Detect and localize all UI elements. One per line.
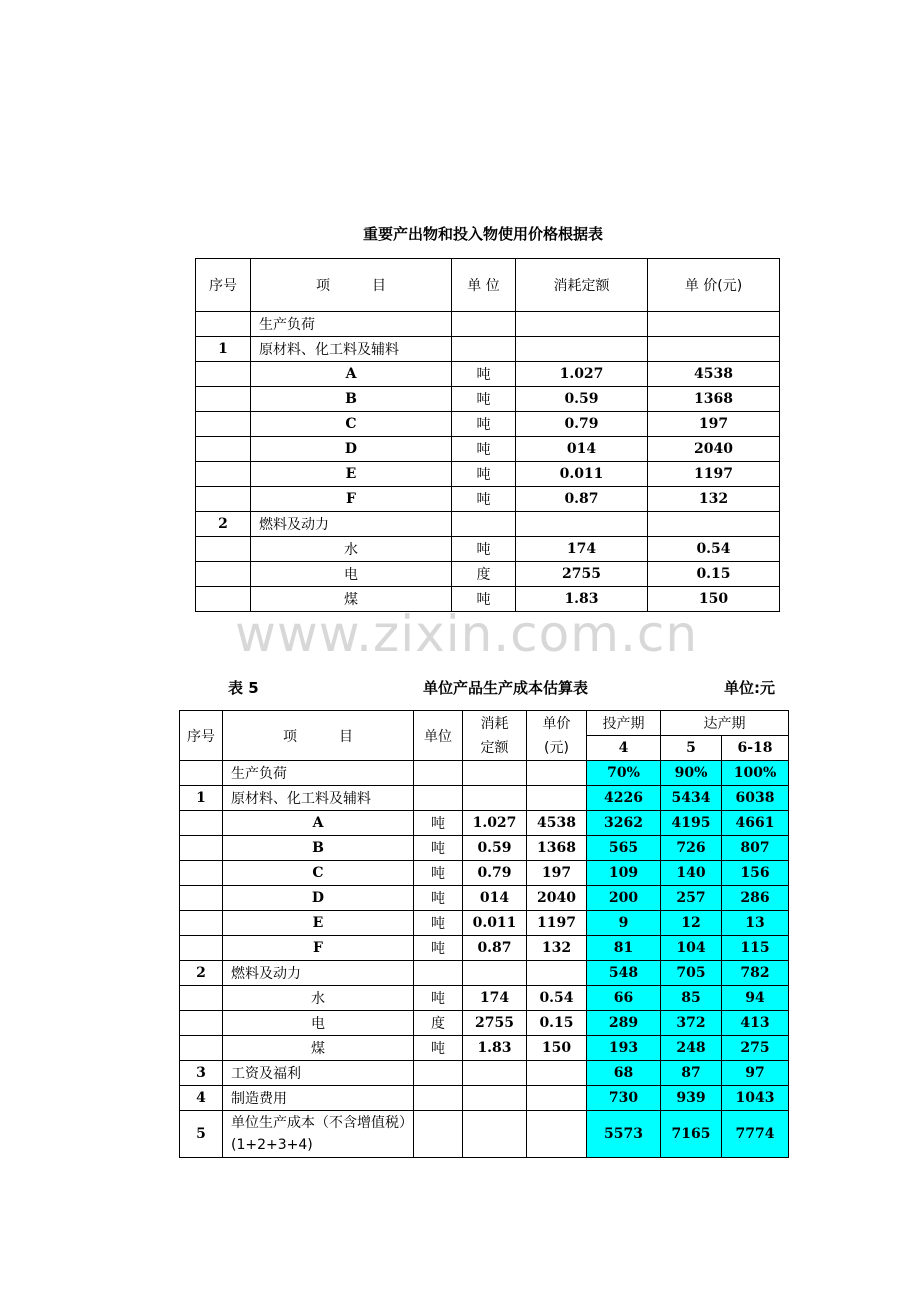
- row-no: [196, 412, 251, 437]
- row-unit: 吨: [414, 936, 463, 961]
- row-unit: 吨: [452, 537, 516, 562]
- row-quota: 1.027: [463, 811, 527, 836]
- table-row: [180, 1111, 789, 1158]
- row-year-5: 726: [661, 836, 722, 861]
- row-year-5: 4195: [661, 811, 722, 836]
- row-price: 1368: [648, 387, 780, 412]
- row-no: [180, 911, 223, 936]
- row-price: 150: [648, 587, 780, 612]
- row-year-6-18: 6038: [722, 786, 789, 811]
- table-row: [180, 886, 789, 911]
- row-year-6-18: 115: [722, 936, 789, 961]
- row-unit: [414, 961, 463, 986]
- row-price: [527, 761, 587, 786]
- row-item: 制造费用: [223, 1086, 414, 1111]
- row-unit: [414, 761, 463, 786]
- row-quota: [516, 337, 648, 362]
- header-year-6-18: 6-18: [722, 736, 789, 761]
- row-quota: [463, 1111, 527, 1158]
- row-year-4: 70%: [587, 761, 661, 786]
- header-year-4: 4: [587, 736, 661, 761]
- row-price: [527, 786, 587, 811]
- row-year-6-18: 94: [722, 986, 789, 1011]
- table-row: [180, 1086, 789, 1111]
- row-quota: 174: [463, 986, 527, 1011]
- row-unit: 吨: [414, 836, 463, 861]
- row-item: 原材料、化工料及辅料: [223, 786, 414, 811]
- row-price: 4538: [648, 362, 780, 387]
- row-no: [180, 936, 223, 961]
- row-no: [196, 537, 251, 562]
- row-year-5: 12: [661, 911, 722, 936]
- row-no: 1: [196, 337, 251, 362]
- row-quota: 1.83: [516, 587, 648, 612]
- row-item: 煤: [251, 587, 452, 612]
- row-item: B: [223, 836, 414, 861]
- row-item: A: [223, 811, 414, 836]
- row-quota: [463, 961, 527, 986]
- row-item: 水: [251, 537, 452, 562]
- row-unit: 吨: [452, 462, 516, 487]
- row-no: [180, 886, 223, 911]
- row-year-4: 109: [587, 861, 661, 886]
- row-no: 2: [180, 961, 223, 986]
- table-row: [196, 337, 780, 362]
- header-invest-period: 投产期: [587, 711, 661, 736]
- row-unit: [414, 786, 463, 811]
- table-row: [196, 487, 780, 512]
- table-row: [180, 911, 789, 936]
- header-unit: 单 位: [452, 259, 516, 312]
- row-year-4: 565: [587, 836, 661, 861]
- row-price: 150: [527, 1036, 587, 1061]
- row-year-6-18: 275: [722, 1036, 789, 1061]
- row-unit: [452, 312, 516, 337]
- row-item: C: [251, 412, 452, 437]
- row-no: [180, 986, 223, 1011]
- row-no: [196, 387, 251, 412]
- row-item: 煤: [223, 1036, 414, 1061]
- row-year-5: 140: [661, 861, 722, 886]
- table-row: [180, 1011, 789, 1036]
- row-item: F: [251, 487, 452, 512]
- row-unit: [414, 1111, 463, 1158]
- row-quota: [463, 761, 527, 786]
- table-row: [196, 437, 780, 462]
- row-price: 2040: [527, 886, 587, 911]
- table-row: [180, 761, 789, 786]
- row-year-5: 7165: [661, 1111, 722, 1158]
- row-price: 0.15: [648, 562, 780, 587]
- row-item: 工资及福利: [223, 1061, 414, 1086]
- row-no: [196, 437, 251, 462]
- row-unit: 吨: [452, 362, 516, 387]
- row-year-6-18: 413: [722, 1011, 789, 1036]
- row-item: B: [251, 387, 452, 412]
- table-row: [180, 961, 789, 986]
- row-no: [180, 1036, 223, 1061]
- row-item: 生产负荷: [223, 761, 414, 786]
- row-unit: 吨: [414, 811, 463, 836]
- row-price: [648, 337, 780, 362]
- row-no: [196, 362, 251, 387]
- row-no: [180, 861, 223, 886]
- row-price: 197: [648, 412, 780, 437]
- unit-label: 单位:元: [724, 679, 775, 697]
- row-no: [196, 562, 251, 587]
- row-unit: [452, 512, 516, 537]
- row-unit: 吨: [414, 861, 463, 886]
- row-price: 4538: [527, 811, 587, 836]
- row-price: [527, 961, 587, 986]
- row-quota: 014: [516, 437, 648, 462]
- row-year-4: 193: [587, 1036, 661, 1061]
- row-quota: [463, 1061, 527, 1086]
- table-row: [196, 362, 780, 387]
- row-unit: [414, 1061, 463, 1086]
- row-year-5: 248: [661, 1036, 722, 1061]
- row-item: 单位生产成本（不含增值税）(1+2+3+4): [223, 1111, 414, 1158]
- header-unit: 单位: [414, 711, 463, 761]
- row-year-6-18: 4661: [722, 811, 789, 836]
- row-unit: [452, 337, 516, 362]
- row-year-6-18: 807: [722, 836, 789, 861]
- header-item: 项 目: [251, 259, 452, 312]
- row-item: 燃料及动力: [251, 512, 452, 537]
- row-year-6-18: 13: [722, 911, 789, 936]
- row-price: 132: [527, 936, 587, 961]
- cost-estimate-table: [179, 710, 789, 1158]
- row-quota: 014: [463, 886, 527, 911]
- row-item: 生产负荷: [251, 312, 452, 337]
- row-item: 电: [223, 1011, 414, 1036]
- row-year-5: 85: [661, 986, 722, 1011]
- row-item: 水: [223, 986, 414, 1011]
- row-item: 电: [251, 562, 452, 587]
- row-year-4: 68: [587, 1061, 661, 1086]
- row-price: 1197: [648, 462, 780, 487]
- row-quota: 0.87: [516, 487, 648, 512]
- row-quota: 2755: [463, 1011, 527, 1036]
- row-price: 0.54: [648, 537, 780, 562]
- row-quota: 174: [516, 537, 648, 562]
- table-row: [180, 936, 789, 961]
- table-row: [196, 412, 780, 437]
- row-quota: 0.011: [463, 911, 527, 936]
- row-unit: 吨: [452, 387, 516, 412]
- row-unit: 吨: [452, 487, 516, 512]
- row-no: 2: [196, 512, 251, 537]
- row-year-6-18: 286: [722, 886, 789, 911]
- row-no: 4: [180, 1086, 223, 1111]
- row-item: 燃料及动力: [223, 961, 414, 986]
- row-year-5: 87: [661, 1061, 722, 1086]
- row-unit: 吨: [414, 986, 463, 1011]
- row-year-6-18: 1043: [722, 1086, 789, 1111]
- row-item: 原材料、化工料及辅料: [251, 337, 452, 362]
- row-unit: 吨: [452, 412, 516, 437]
- row-no: [180, 1011, 223, 1036]
- row-year-6-18: 7774: [722, 1111, 789, 1158]
- table-row: [180, 986, 789, 1011]
- row-year-6-18: 156: [722, 861, 789, 886]
- row-year-4: 81: [587, 936, 661, 961]
- row-price: 0.54: [527, 986, 587, 1011]
- table-row: [180, 861, 789, 886]
- document-title: 重要产出物和投入物使用价格根据表: [362, 225, 603, 243]
- row-no: 5: [180, 1111, 223, 1158]
- row-year-6-18: 782: [722, 961, 789, 986]
- row-quota: 0.87: [463, 936, 527, 961]
- row-unit: 吨: [414, 1036, 463, 1061]
- table-number: 表 5: [228, 679, 259, 697]
- table-row: [180, 786, 789, 811]
- table-row: [196, 462, 780, 487]
- header-quota: 消耗定额: [516, 259, 648, 312]
- row-no: [180, 836, 223, 861]
- row-price: 1197: [527, 911, 587, 936]
- row-item: C: [223, 861, 414, 886]
- table-row: [196, 512, 780, 537]
- row-price: 1368: [527, 836, 587, 861]
- row-quota: 0.79: [516, 412, 648, 437]
- header-reach-period: 达产期: [661, 711, 789, 736]
- header-quota: 消耗定额: [463, 711, 527, 761]
- row-item: A: [251, 362, 452, 387]
- row-unit: 吨: [414, 911, 463, 936]
- row-quota: [463, 786, 527, 811]
- row-year-5: 257: [661, 886, 722, 911]
- row-year-4: 66: [587, 986, 661, 1011]
- row-price: [527, 1086, 587, 1111]
- watermark: www.zixin.com.cn: [235, 605, 699, 663]
- table-row: [180, 1036, 789, 1061]
- row-year-4: 730: [587, 1086, 661, 1111]
- row-no: 1: [180, 786, 223, 811]
- header-no: 序号: [180, 711, 223, 761]
- row-no: [196, 312, 251, 337]
- row-year-5: 5434: [661, 786, 722, 811]
- row-price: [648, 512, 780, 537]
- row-item: D: [251, 437, 452, 462]
- row-quota: 1.027: [516, 362, 648, 387]
- row-year-5: 372: [661, 1011, 722, 1036]
- row-year-4: 4226: [587, 786, 661, 811]
- header-year-5: 5: [661, 736, 722, 761]
- table-header-row: [196, 259, 780, 312]
- row-price: 197: [527, 861, 587, 886]
- row-item: E: [251, 462, 452, 487]
- table-title: 单位产品生产成本估算表: [423, 679, 589, 697]
- row-price: [527, 1111, 587, 1158]
- row-year-6-18: 100%: [722, 761, 789, 786]
- row-quota: 2755: [516, 562, 648, 587]
- row-year-4: 5573: [587, 1111, 661, 1158]
- row-year-5: 705: [661, 961, 722, 986]
- table-row: [180, 1061, 789, 1086]
- row-no: [196, 462, 251, 487]
- row-unit: 吨: [452, 587, 516, 612]
- row-year-5: 90%: [661, 761, 722, 786]
- row-item: F: [223, 936, 414, 961]
- table-row: [196, 562, 780, 587]
- row-quota: [516, 312, 648, 337]
- row-price: [527, 1061, 587, 1086]
- row-price: 2040: [648, 437, 780, 462]
- row-year-4: 289: [587, 1011, 661, 1036]
- row-quota: 0.011: [516, 462, 648, 487]
- row-price: 0.15: [527, 1011, 587, 1036]
- row-year-4: 200: [587, 886, 661, 911]
- row-unit: 吨: [452, 437, 516, 462]
- row-unit: 吨: [414, 886, 463, 911]
- row-year-4: 3262: [587, 811, 661, 836]
- row-item: E: [223, 911, 414, 936]
- row-no: [180, 811, 223, 836]
- row-no: 3: [180, 1061, 223, 1086]
- table-header-row: [180, 711, 789, 736]
- header-price: 单价(元): [527, 711, 587, 761]
- row-year-6-18: 97: [722, 1061, 789, 1086]
- header-no: 序号: [196, 259, 251, 312]
- row-year-4: 9: [587, 911, 661, 936]
- header-item: 项 目: [223, 711, 414, 761]
- row-quota: [516, 512, 648, 537]
- row-no: [196, 487, 251, 512]
- row-unit: [414, 1086, 463, 1111]
- row-price: [648, 312, 780, 337]
- row-unit: 度: [414, 1011, 463, 1036]
- row-no: [180, 761, 223, 786]
- row-year-5: 939: [661, 1086, 722, 1111]
- table-row: [196, 312, 780, 337]
- table-row: [180, 811, 789, 836]
- row-item: D: [223, 886, 414, 911]
- row-unit: 度: [452, 562, 516, 587]
- row-quota: [463, 1086, 527, 1111]
- row-quota: 0.59: [463, 836, 527, 861]
- row-quota: 0.79: [463, 861, 527, 886]
- header-price: 单 价(元): [648, 259, 780, 312]
- row-quota: 0.59: [516, 387, 648, 412]
- price-basis-table: [195, 258, 780, 612]
- row-quota: 1.83: [463, 1036, 527, 1061]
- row-year-5: 104: [661, 936, 722, 961]
- table-row: [196, 387, 780, 412]
- table-row: [196, 537, 780, 562]
- row-price: 132: [648, 487, 780, 512]
- row-year-4: 548: [587, 961, 661, 986]
- table-row: [180, 836, 789, 861]
